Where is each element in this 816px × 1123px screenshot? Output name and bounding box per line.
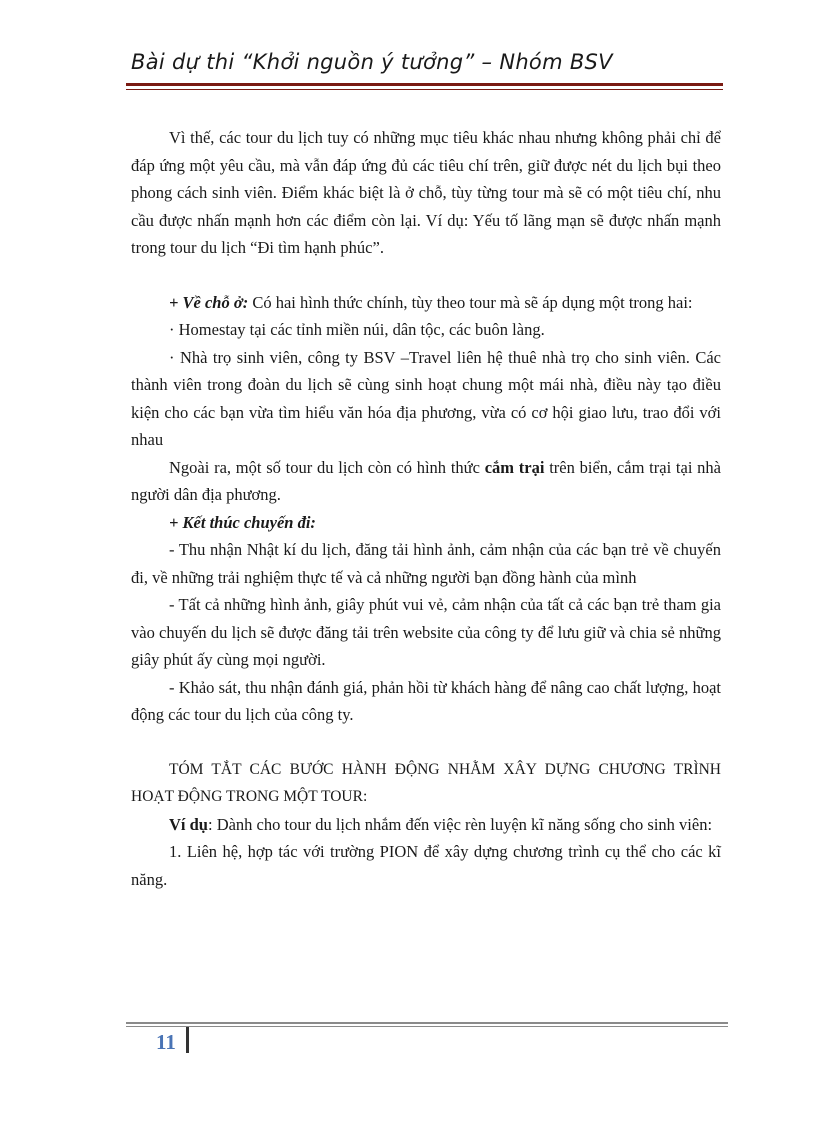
camping-bold: cắm trại — [484, 457, 545, 477]
trip-end-item-3: - Khảo sát, thu nhận đánh giá, phản hồi từ khách hàng để nâng cao chất lượng, hoạt động các tour du lịch của công ty. — [131, 677, 721, 724]
paragraph-accommodation — [131, 289, 721, 317]
page-number: 11 — [156, 1030, 176, 1054]
paragraph-intro: Vì thế, các tour du lịch tuy có những mục tiêu khác nhau nhưng không phải chỉ để đáp ứng một yêu cầu, mà vẫn đáp ứng đủ các tiêu chí trên, giữ được nét du lịch bụi theo phong cách sinh viên. Điểm khác biệt là ở chỗ, tùy từng tour mà sẽ có một tiêu chí, nhu cầu được nhấn mạnh hơn các điểm còn lại. Ví dụ: Yếu tố lãng mạn sẽ được nhấn mạnh trong tour du lịch “Đi tìm hạnh phúc”. — [131, 128, 721, 257]
trip-end-item-2: - Tất cả những hình ảnh, giây phút vui vẻ, cảm nhận của tất cả các bạn trẻ tham gia vào chuyến du lịch sẽ được đăng tải trên website của công ty để lưu giữ và chia sẻ những giây phút ấy cùng mọi người. — [131, 595, 721, 669]
spacer — [131, 729, 721, 756]
page-number-divider — [186, 1027, 189, 1053]
footer-rule — [126, 1022, 728, 1024]
accommodation-heading: + Về chỗ ở: — [169, 292, 249, 312]
header-rule-thin — [126, 89, 723, 90]
example-label: Ví dụ — [169, 814, 208, 834]
paragraph-camping — [131, 454, 721, 509]
summary-heading: TÓM TẮT CÁC BƯỚC HÀNH ĐỘNG NHẰM XÂY DỰNG CHƯƠNG TRÌNH HOẠT ĐỘNG TRONG MỘT TOUR: — [131, 760, 721, 805]
bullet-student-lodging: · Nhà trọ sinh viên, công ty BSV –Travel liên hệ thuê nhà trọ cho sinh viên. Các thành viên trong đoàn du lịch sẽ cùng sinh hoạt chung một mái nhà, điều này tạo điều kiện cho các bạn vừa tìm hiểu văn hóa địa phương, vừa có cơ hội giao lưu, trao đổi với nhau — [131, 347, 721, 449]
step-1: 1. Liên hệ, hợp tác với trường PION để xây dựng chương trình cụ thể cho các kĩ năng. — [131, 842, 721, 889]
header-rule-thick — [126, 83, 723, 86]
footer-rule-thin — [126, 1026, 728, 1027]
document-body — [131, 124, 721, 893]
page-header-title: Bài dự thi “Khởi nguồn ý tưởng” – Nhóm BSV — [131, 50, 613, 74]
trip-end-item-1: - Thu nhận Nhật kí du lịch, đăng tải hình ảnh, cảm nhận của các bạn trẻ về chuyến đi, về những trải nghiệm thực tế và cả những người bạn đồng hành của mình — [131, 540, 721, 587]
camping-text-pre: Ngoài ra, một số tour du lịch còn có hình thức — [169, 457, 485, 477]
paragraph-example — [131, 811, 721, 839]
camping-text-post: trên biển, cắm trại tại nhà người dân địa phương. — [131, 457, 721, 504]
example-text: : Dành cho tour du lịch nhắm đến việc rèn luyện kĩ năng sống cho sinh viên: — [207, 814, 713, 834]
bullet-homestay: · Homestay tại các tỉnh miền núi, dân tộc, các buôn làng. — [169, 320, 545, 339]
spacer — [131, 262, 721, 289]
trip-end-heading: + Kết thúc chuyến đi: — [169, 512, 316, 532]
accommodation-text: Có hai hình thức chính, tùy theo tour mà sẽ áp dụng một trong hai: — [248, 292, 693, 312]
